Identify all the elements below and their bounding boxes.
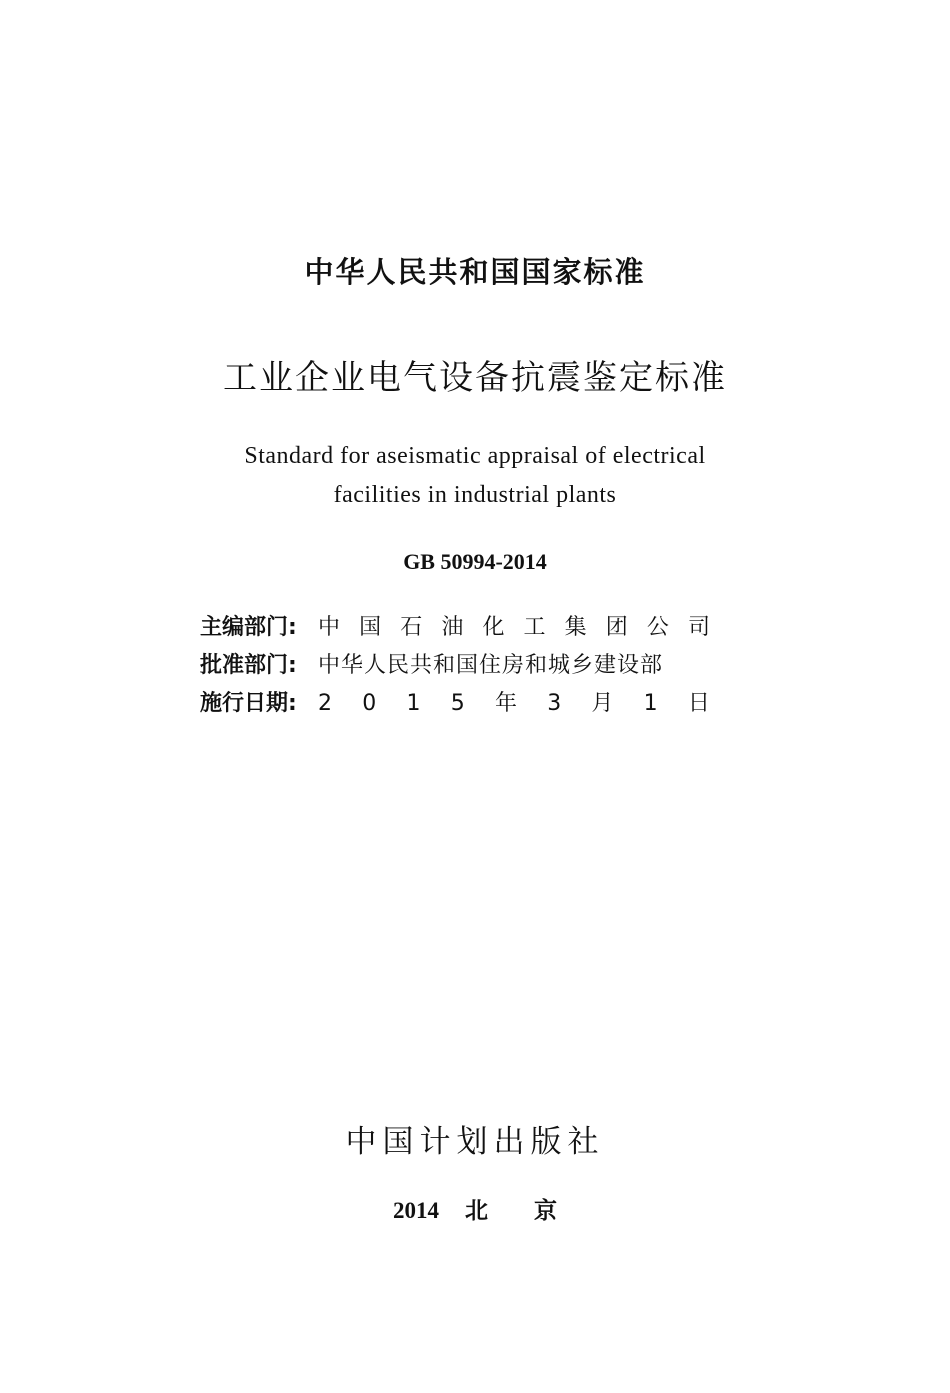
english-title-line-1: Standard for aseismatic appraisal of electrical xyxy=(244,443,706,469)
effective-date-char: 1 xyxy=(643,691,658,716)
main-title: 工业企业电气设备抗震鉴定标准 xyxy=(223,358,727,398)
effective-date-char: 0 xyxy=(362,691,377,716)
imprint-line xyxy=(0,1193,950,1229)
effective-date-label: 施行日期: xyxy=(200,691,297,716)
chief-editor-char: 石 xyxy=(400,615,423,640)
approving-department-label: 批准部门: xyxy=(200,653,297,678)
approving-department-row xyxy=(200,648,720,684)
effective-date-char: 1 xyxy=(406,691,421,716)
publisher-name: 中国计划出版社 xyxy=(345,1124,605,1160)
chief-editor-char: 公 xyxy=(646,615,669,640)
chief-editor-char: 中 xyxy=(318,615,341,640)
effective-date-row xyxy=(200,686,720,722)
standard-code: GB 50994-2014 xyxy=(403,549,547,574)
english-title-line-2: facilities in industrial plants xyxy=(333,482,617,508)
effective-date-char: 5 xyxy=(450,691,465,716)
effective-date-char: 月 xyxy=(591,691,614,716)
imprint-year: 2014 xyxy=(393,1198,439,1223)
chief-editor-char: 国 xyxy=(359,615,382,640)
chief-editor-char: 司 xyxy=(687,615,710,640)
approving-department-value: 中华人民共和国住房和城乡建设部 xyxy=(318,653,664,678)
series-title: 中华人民共和国国家标准 xyxy=(304,255,646,289)
chief-editor-label: 主编部门: xyxy=(200,615,297,640)
chief-editor-row xyxy=(200,610,720,646)
effective-date-char: 年 xyxy=(494,691,517,716)
chief-editor-value xyxy=(318,610,710,646)
effective-date-char: 2 xyxy=(318,691,332,716)
chief-editor-char: 集 xyxy=(564,615,587,640)
chief-editor-char: 工 xyxy=(523,615,546,640)
chief-editor-char: 化 xyxy=(482,615,505,640)
imprint-city: 北京 xyxy=(465,1198,603,1224)
effective-date-value xyxy=(318,686,710,722)
chief-editor-char: 团 xyxy=(605,615,628,640)
chief-editor-char: 油 xyxy=(441,615,464,640)
effective-date-char: 3 xyxy=(547,691,562,716)
effective-date-char: 日 xyxy=(687,691,710,716)
